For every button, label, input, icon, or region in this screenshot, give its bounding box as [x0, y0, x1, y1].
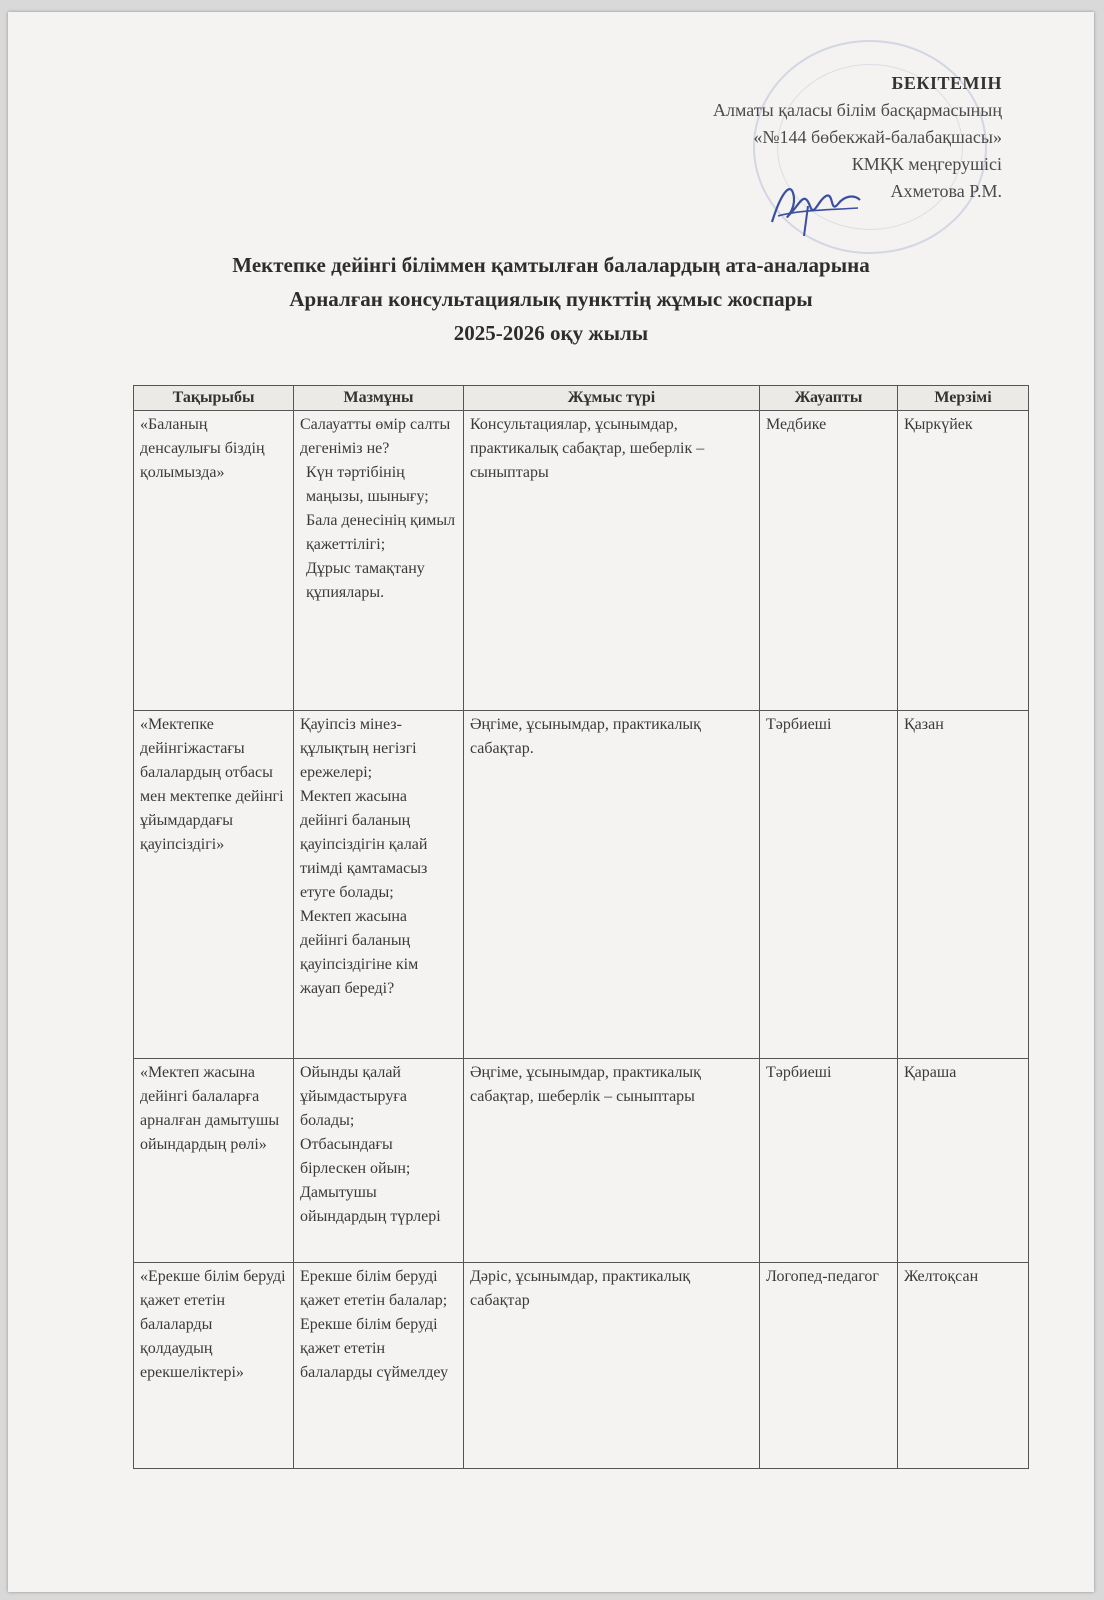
- content-item: Ойынды қалай ұйымдастыруға болады;: [300, 1064, 407, 1129]
- approval-heading: БЕКІТЕМІН: [891, 73, 1002, 93]
- cell-topic: «Мектеп жасына дейінгі балаларға арналған дамытушы ойындардың рөлі»: [134, 1059, 294, 1263]
- document-title: [8, 248, 1094, 350]
- content-item: Отбасындағы бірлескен ойын;: [300, 1136, 411, 1177]
- cell-responsible: Медбике: [760, 411, 898, 711]
- cell-content: [294, 411, 464, 711]
- cell-deadline: Қараша: [898, 1059, 1029, 1263]
- header-responsible: Жауапты: [760, 386, 898, 411]
- content-item: Бала денесінің қимыл қажеттілігі;: [306, 512, 456, 553]
- approval-signatory: Ахметова Р.М.: [890, 181, 1002, 201]
- cell-responsible: Тәрбиеші: [760, 711, 898, 1059]
- title-line: Арналған консультациялық пункттің жұмыс жоспары: [289, 287, 813, 311]
- cell-deadline: Қазан: [898, 711, 1029, 1059]
- cell-work-type: Дәріс, ұсынымдар, практикалық сабақтар: [464, 1263, 760, 1469]
- table-header-row: [134, 386, 1029, 411]
- header-topic: Тақырыбы: [134, 386, 294, 411]
- content-item: Дамытушы ойындардың түрлері: [300, 1184, 441, 1225]
- cell-content: [294, 711, 464, 1059]
- cell-work-type: Консультациялар, ұсынымдар, практикалық сабақтар, шеберлік – сыныптары: [464, 411, 760, 711]
- cell-topic: «Баланың денсаулығы біздің қолымызда»: [134, 411, 294, 711]
- plan-table: [133, 385, 1029, 1469]
- cell-deadline: Желтоқсан: [898, 1263, 1029, 1469]
- content-item: Дұрыс тамақтану құпиялары.: [306, 560, 425, 601]
- header-work-type: Жұмыс түрі: [464, 386, 760, 411]
- cell-content: [294, 1263, 464, 1469]
- title-year: 2025-2026 оқу жылы: [453, 321, 649, 345]
- table-row: [134, 1263, 1029, 1469]
- header-deadline: Мерзімі: [898, 386, 1029, 411]
- content-item: Мектеп жасына дейінгі баланың қауіпсіздігін қалай тиімді қамтамасыз етуге болады;: [300, 788, 428, 901]
- header-content: Мазмұны: [294, 386, 464, 411]
- handwritten-signature: [768, 170, 863, 240]
- content-item: Қауіпсіз мінез-құлықтың негізгі ережелері;: [300, 716, 417, 781]
- content-item: Мектеп жасына дейінгі баланың қауіпсіздігіне кім жауап береді?: [300, 908, 419, 997]
- content-item: Ерекше білім беруді қажет ететін балаларды сүймелдеу: [300, 1316, 449, 1381]
- table-row: [134, 411, 1029, 711]
- cell-deadline: Қыркүйек: [898, 411, 1029, 711]
- cell-work-type: Әңгіме, ұсынымдар, практикалық сабақтар, шеберлік – сыныптары: [464, 1059, 760, 1263]
- approval-line: «№144 бөбекжай-балабақшасы»: [753, 127, 1002, 147]
- title-line: Мектепке дейінгі біліммен қамтылған балалардың ата-аналарына: [232, 253, 870, 277]
- content-item: Салауатты өмір салты дегеніміз не?: [300, 416, 451, 457]
- table-row: [134, 711, 1029, 1059]
- document-page: [8, 12, 1094, 1592]
- cell-topic: «Мектепке дейінгіжастағы балалардың отбасы мен мектепке дейінгі ұйымдардағы қауіпсіздігі»: [134, 711, 294, 1059]
- table-row: [134, 1059, 1029, 1263]
- cell-content: [294, 1059, 464, 1263]
- content-item: Күн тәртібінің маңызы, шынығу;: [306, 464, 429, 505]
- approval-line: КМҚК меңгерушісі: [851, 154, 1002, 174]
- cell-responsible: Логопед-педагог: [760, 1263, 898, 1469]
- cell-responsible: Тәрбиеші: [760, 1059, 898, 1263]
- content-item: Ерекше білім беруді қажет ететін балалар;: [300, 1268, 448, 1309]
- cell-topic: «Ерекше білім беруді қажет ететін балаларды қолдаудың ерекшеліктері»: [134, 1263, 294, 1469]
- approval-line: Алматы қаласы білім басқармасының: [712, 100, 1002, 120]
- cell-work-type: Әңгіме, ұсынымдар, практикалық сабақтар.: [464, 711, 760, 1059]
